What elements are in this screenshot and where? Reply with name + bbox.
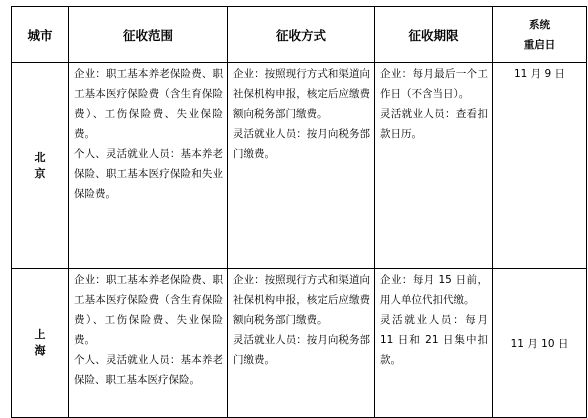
method-text: 灵活就业人员：按月向税务部门缴费。: [233, 334, 370, 366]
scope-text: 企业：职工基本养老保险费、职工基本医疗保险费（含生育保险费）、工伤保险费、失业保险费。: [74, 68, 223, 140]
restart-date-shanghai: 11 月 10 日: [493, 269, 587, 418]
period-cell-shanghai: [375, 269, 493, 418]
social-insurance-table: [11, 6, 587, 418]
method-text: 企业：按照现行方式和渠道向社保机构申报，核定后应缴费额向税务部门缴费。: [233, 274, 370, 326]
period-text: 灵活就业人员：查看扣款日历。: [380, 108, 488, 140]
scope-text: 个人、灵活就业人员：基本养老保险、职工基本医疗保险和失业保险费。: [74, 148, 223, 200]
scope-text: 个人、灵活就业人员：基本养老保险、职工基本医疗保险。: [74, 354, 223, 386]
table-row-shanghai: [12, 269, 587, 418]
header-restart-line2: 重启日: [523, 38, 556, 51]
method-text: 企业：按照现行方式和渠道向社保机构申报，核定后应缴费额向税务部门缴费。: [233, 68, 370, 120]
header-row: [12, 7, 587, 63]
method-cell-beijing: [228, 63, 375, 269]
scope-cell-beijing: [69, 63, 228, 269]
header-city: 城市: [12, 7, 69, 63]
restart-date-beijing: 11 月 9 日: [493, 63, 587, 269]
header-scope: 征收范围: [69, 7, 228, 63]
scope-cell-shanghai: [69, 269, 228, 418]
city-char: 北: [34, 150, 46, 164]
period-text: 企业：每月最后一个工作日（不含当日）。: [380, 68, 488, 100]
header-method: 征收方式: [228, 7, 375, 63]
header-restart-line1: 系统: [529, 18, 550, 31]
scope-text: 企业：职工基本养老保险费、职工基本医疗保险费（含生育保险费）、工伤保险费、失业保险费。: [74, 274, 223, 346]
period-cell-beijing: [375, 63, 493, 269]
method-text: 灵活就业人员：按月向税务部门缴费。: [233, 128, 370, 160]
period-text: 灵活就业人员：每月 11 日和 21 日集中扣款。: [380, 314, 488, 366]
city-char: 京: [34, 166, 46, 180]
city-char: 上: [34, 328, 46, 341]
city-cell-shanghai: [12, 269, 69, 418]
header-restart-day: [493, 7, 587, 63]
period-text: 企业：每月 15 日前，用人单位代扣代缴。: [380, 274, 488, 306]
method-cell-shanghai: [228, 269, 375, 418]
city-cell-beijing: [12, 63, 69, 269]
city-char: 海: [34, 344, 46, 357]
header-period: 征收期限: [375, 7, 493, 63]
table-row-beijing: [12, 63, 587, 269]
